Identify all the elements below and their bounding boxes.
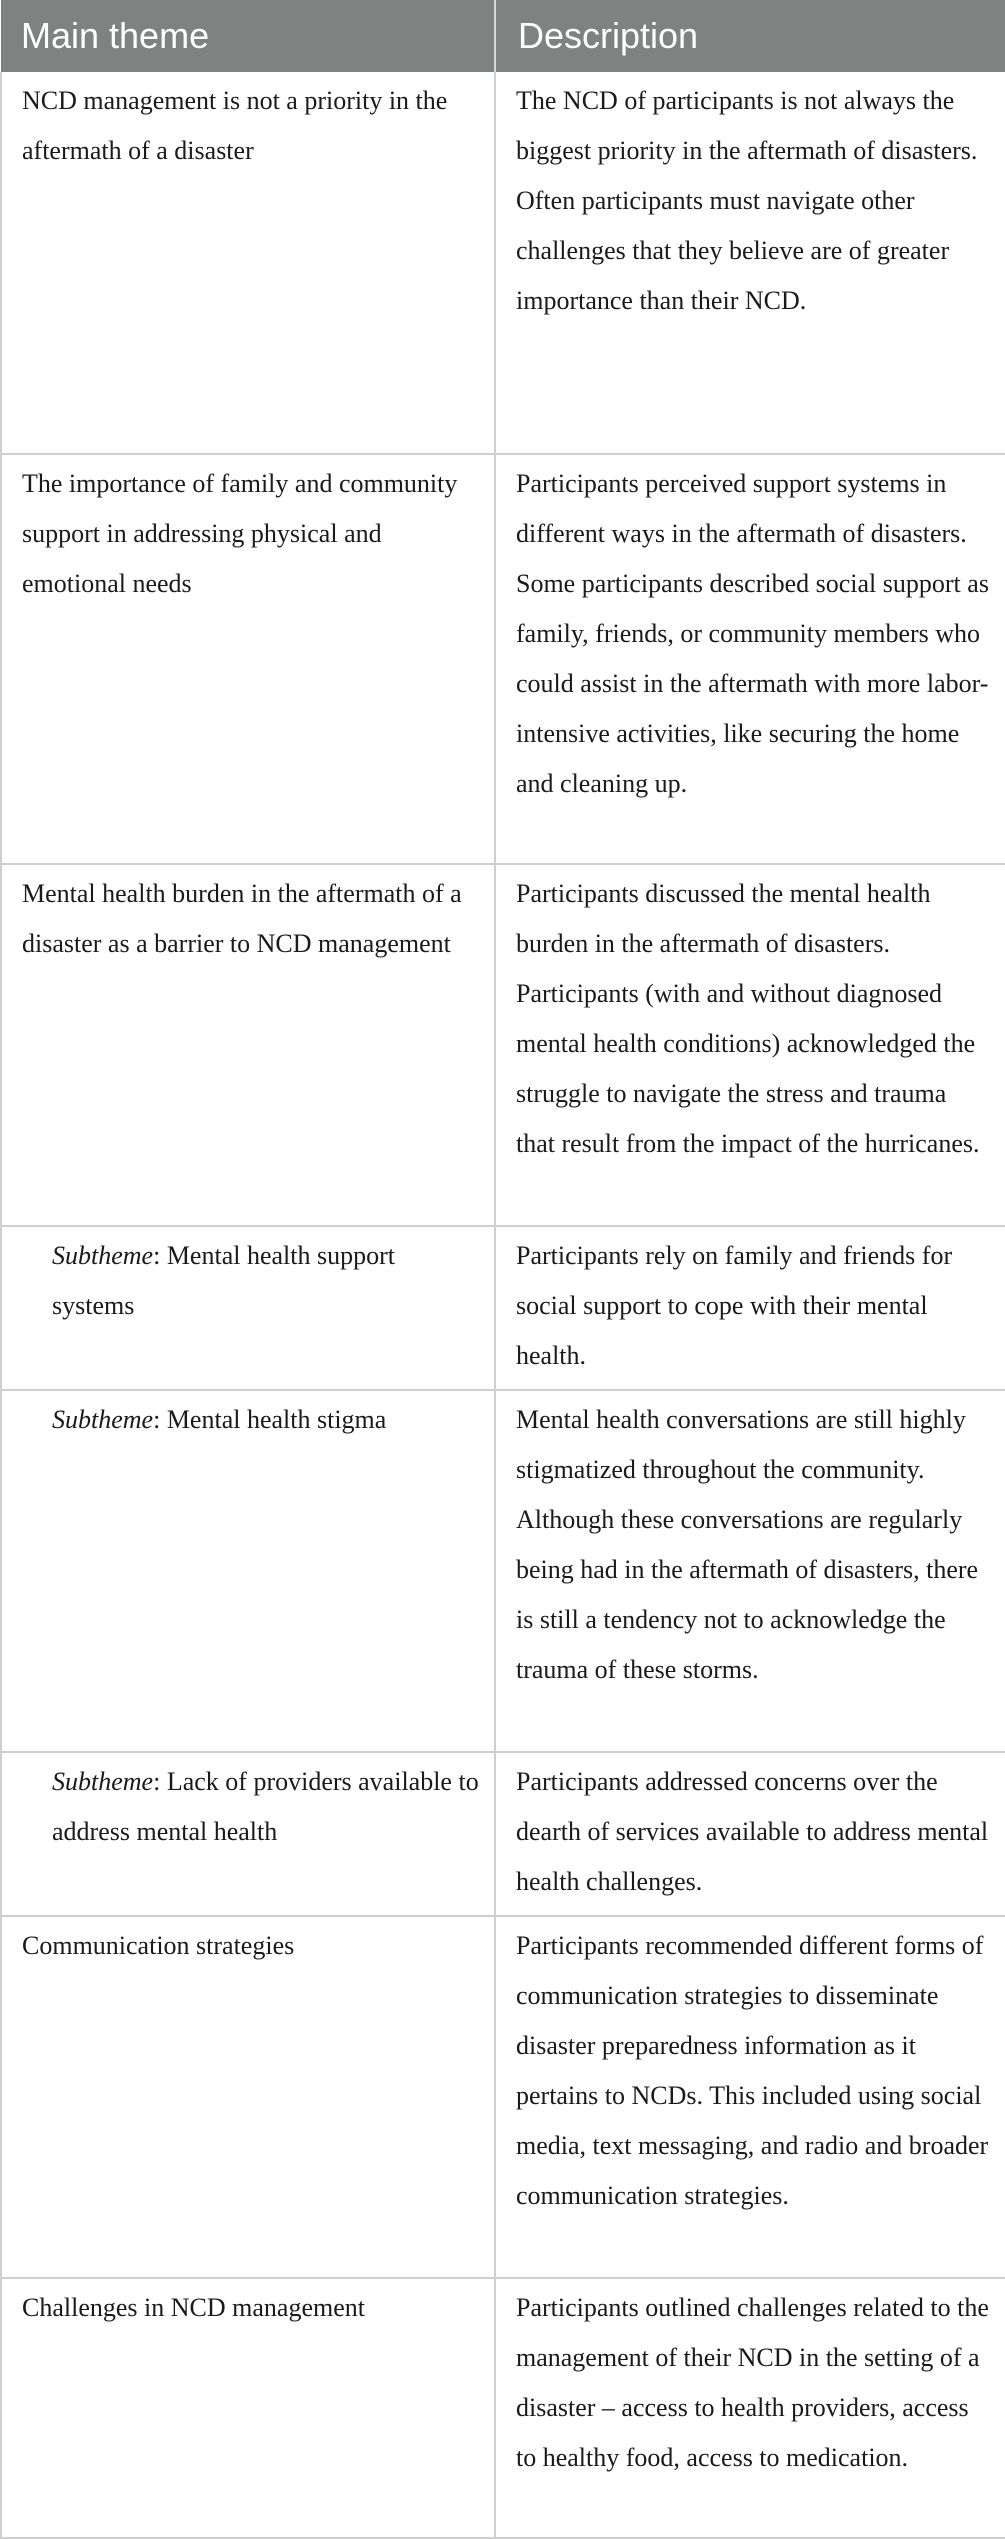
- theme-cell: Communication strategies: [1, 1916, 495, 2278]
- theme-cell: Mental health burden in the aftermath of a disaster as a barrier to NCD management: [1, 864, 495, 1226]
- description-cell: Participants recommended different forms of communication strategies to disseminate disaster preparedness information as it pertains to NCDs. This included using social media, text messaging, and radio and broader communication strategies.: [495, 1916, 1005, 2278]
- subtheme-label: : Lack of providers available to address mental health: [52, 1767, 479, 1846]
- subtheme-cell: [1, 1226, 495, 1390]
- subtheme-prefix: Subtheme: [52, 1241, 154, 1270]
- table-row: [1, 1226, 1005, 1390]
- table-row: [1, 72, 1005, 454]
- description-cell: Mental health conversations are still highly stigmatized throughout the community. Although these conversations are regularly being had in the aftermath of disasters, there is still a tendency not to acknowledge the trauma of these storms.: [495, 1390, 1005, 1752]
- theme-cell: Challenges in NCD management: [1, 2278, 495, 2538]
- subtheme-prefix: Subtheme: [52, 1405, 154, 1434]
- subtheme-prefix: Subtheme: [52, 1767, 154, 1796]
- description-cell: Participants perceived support systems in different ways in the aftermath of disasters. Some participants described social support as family, friends, or community members who could assist in the aftermath with more labor-intensive activities, like securing the home and cleaning up.: [495, 454, 1005, 864]
- header-description: Description: [495, 0, 1005, 72]
- header-main-theme: Main theme: [1, 0, 495, 72]
- table-row: [1, 454, 1005, 864]
- table-row: [1, 1390, 1005, 1752]
- description-cell: Participants rely on family and friends for social support to cope with their mental health.: [495, 1226, 1005, 1390]
- table-row: [1, 864, 1005, 1226]
- description-cell: Participants discussed the mental health burden in the aftermath of disasters. Participants (with and without diagnosed mental health conditions) acknowledged the struggle to navigate the stress and trauma that result from the impact of the hurricanes.: [495, 864, 1005, 1226]
- table-row: [1, 2278, 1005, 2538]
- subtheme-label: : Mental health stigma: [153, 1405, 387, 1434]
- subtheme-cell: [1, 1752, 495, 1916]
- subtheme-label: : Mental health support systems: [52, 1241, 395, 1320]
- theme-cell: NCD management is not a priority in the aftermath of a disaster: [1, 72, 495, 454]
- header-row: [1, 0, 1005, 72]
- table-row: [1, 1752, 1005, 1916]
- description-cell: The NCD of participants is not always the biggest priority in the aftermath of disasters. Often participants must navigate other challenges that they believe are of greater importance than their NCD.: [495, 72, 1005, 454]
- theme-cell: The importance of family and community support in addressing physical and emotional needs: [1, 454, 495, 864]
- subtheme-cell: [1, 1390, 495, 1752]
- table-row: [1, 1916, 1005, 2278]
- description-cell: Participants addressed concerns over the dearth of services available to address mental health challenges.: [495, 1752, 1005, 1916]
- description-cell: Participants outlined challenges related to the management of their NCD in the setting of a disaster – access to health providers, access to healthy food, access to medication.: [495, 2278, 1005, 2538]
